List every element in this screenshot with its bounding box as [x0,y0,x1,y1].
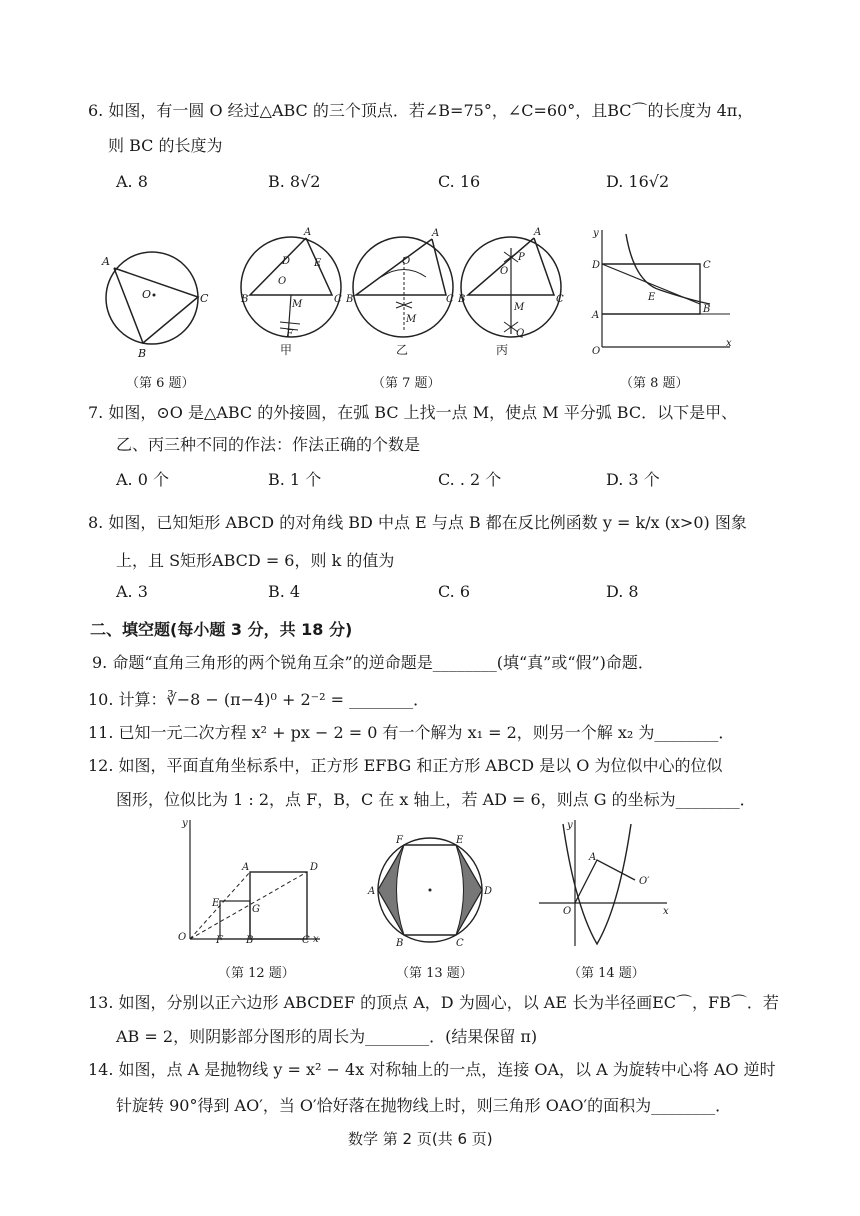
fig7-yi-label-c: C [446,294,454,305]
fig7-jia-label-b: B [241,294,249,305]
q9-text: 9. 命题“直角三角形的两个锐角互余”的逆命题是________(填“真”或“假”)命题． [92,653,654,672]
fig8-label-c: C [703,260,711,271]
fig7-bing-label-p: P [518,252,525,263]
fig12-label-g: G [252,904,260,915]
q7-line1: 7. 如图，⊙O 是△ABC 的外接圆，在弧 BC 上找一点 M，使点 M 平分弧 BC．以下是甲、 [88,403,738,422]
fig13-label-d: D [484,886,493,897]
figure-q8 [590,222,740,362]
q13-line2: AB = 2，则阴影部分图形的周长为________．(结果保留 π) [116,1027,538,1046]
fig12-label-c: C [302,935,310,946]
fig13-label-b: B [396,938,404,949]
fig7-bing-label-b: B [458,294,466,305]
q8-option-a: A. 3 [116,582,148,601]
fig7-bing-label-a: A [534,227,542,238]
fig7-jia-label-a: A [304,227,312,238]
q14-line2: 针旋转 90°得到 AO′，当 O′恰好落在抛物线上时，则三角形 OAO′的面积为________． [116,1096,732,1115]
q7-option-d: D. 3 个 [606,470,660,489]
fig7-bing-label-m: M [514,302,525,313]
fig7-jia-label-e: E [314,258,322,269]
figure-q7-bing [456,222,566,362]
fig8-label-y: y [593,228,599,239]
fig7-yi-label-a: A [432,228,440,239]
section-fill-in-title: 二、填空题(每小题 3 分，共 18 分) [90,620,353,639]
fig13-label-c: C [456,938,464,949]
q6-option-b: B. 8√2 [268,172,321,191]
q8-line2: 上，且 S矩形ABCD = 6，则 k 的值为 [116,551,395,570]
q7-line2: 乙、丙三种不同的作法：作法正确的个数是 [116,435,421,454]
caption-q6: （第 6 题） [126,376,195,391]
q7-option-c: C. . 2 个 [438,470,502,489]
fig7-jia-label-d: D [282,256,291,267]
q11-text: 11. 已知一元二次方程 x² + px − 2 = 0 有一个解为 x₁ = 2，则另一个解 x₂ 为________． [88,723,735,742]
figure-q7-yi [346,222,456,362]
caption-q8: （第 8 题） [620,376,689,391]
fig12-label-d: D [310,862,319,873]
fig12-label-x: x [313,934,319,945]
fig8-label-e: E [648,292,656,303]
fig7-jia-label-c: C [334,294,342,305]
fig12-label-a: A [242,862,250,873]
fig14-label-o-prime: O′ [639,876,650,887]
fig7-yi-label-m: M [406,314,417,325]
q12-line2: 图形，位似比为 1 : 2，点 F，B，C 在 x 轴上，若 AD = 6，则点 G 的坐标为________． [116,790,756,809]
q13-line1: 13. 如图，分别以正六边形 ABCDEF 的顶点 A，D 为圆心，以 AE 长为半径画EC⌒，FB⌒．若 [88,993,779,1012]
fig8-label-b: B [703,304,711,315]
fig6-label-a: A [102,255,110,268]
q8-option-b: B. 4 [268,582,301,601]
caption-q13: （第 13 题） [396,966,473,981]
fig7-bing-label-o: O [500,266,509,277]
q8-line1: 8. 如图，已知矩形 ABCD 的对角线 BD 中点 E 与点 B 都在反比例函数 y = k/x (x>0) 图象 [88,513,747,532]
fig7-label-jia: 甲 [280,343,293,357]
fig14-label-a: A [589,852,597,863]
fig8-label-d: D [592,260,601,271]
q14-line1: 14. 如图，点 A 是抛物线 y = x² − 4x 对称轴上的一点，连接 OA，以 A 为旋转中心将 AO 逆时 [88,1060,776,1079]
figure-q6 [100,240,220,360]
fig13-label-a: A [368,886,376,897]
caption-q14: （第 14 题） [568,966,645,981]
fig12-label-e: E [212,898,220,909]
figure-q14 [535,816,675,956]
fig7-yi-label-o: O [402,256,411,267]
fig7-bing-label-c: C [556,294,564,305]
fig14-label-o: O [563,906,572,917]
q8-option-c: C. 6 [438,582,471,601]
fig7-label-bing: 丙 [496,343,509,357]
page-footer: 数学 第 2 页(共 6 页) [348,1130,493,1148]
q6-line2: 则 BC 的长度为 [108,136,223,155]
figure-q12 [170,812,330,952]
fig13-label-e: E [456,835,464,846]
fig7-bing-label-q: Q [516,328,525,339]
fig6-label-o: O [142,288,152,301]
fig8-label-o: O [592,346,601,357]
fig6-label-c: C [200,292,209,305]
q7-option-a: A. 0 个 [116,470,169,489]
q8-option-d: D. 8 [606,582,639,601]
fig7-jia-label-m: M [292,299,303,310]
fig12-label-y: y [182,818,188,829]
fig8-label-a: A [592,310,600,321]
q6-line1: 6. 如图，有一圆 O 经过△ABC 的三个顶点．若∠B=75°，∠C=60°，且BC⌒的长度为 4π， [88,101,754,120]
fig7-jia-label-o: O [278,276,287,287]
figure-q13 [365,832,495,952]
fig14-label-y: y [567,820,573,831]
q7-option-b: B. 1 个 [268,470,322,489]
fig7-label-yi: 乙 [396,343,409,357]
fig12-label-f: F [216,935,223,946]
q6-option-d: D. 16√2 [606,172,670,191]
q10-text: 10. 计算：∛−8 − (π−4)⁰ + 2⁻² = ________． [88,690,430,709]
fig13-label-f: F [396,835,403,846]
q6-option-a: A. 8 [116,172,148,191]
fig8-label-x: x [726,338,732,349]
fig14-label-x: x [663,906,669,917]
fig7-jia-label-f: F [286,329,293,340]
fig6-label-b: B [138,347,147,360]
caption-q12: （第 12 题） [218,966,295,981]
fig12-label-o: O [178,932,187,943]
caption-q7: （第 7 题） [372,376,441,391]
figure-q7-jia [236,222,346,362]
fig7-yi-label-b: B [346,294,354,305]
q6-option-c: C. 16 [438,172,481,191]
q12-line1: 12. 如图，平面直角坐标系中，正方形 EFBG 和正方形 ABCD 是以 O 为位似中心的位似 [88,756,723,775]
fig12-label-b: B [246,935,254,946]
